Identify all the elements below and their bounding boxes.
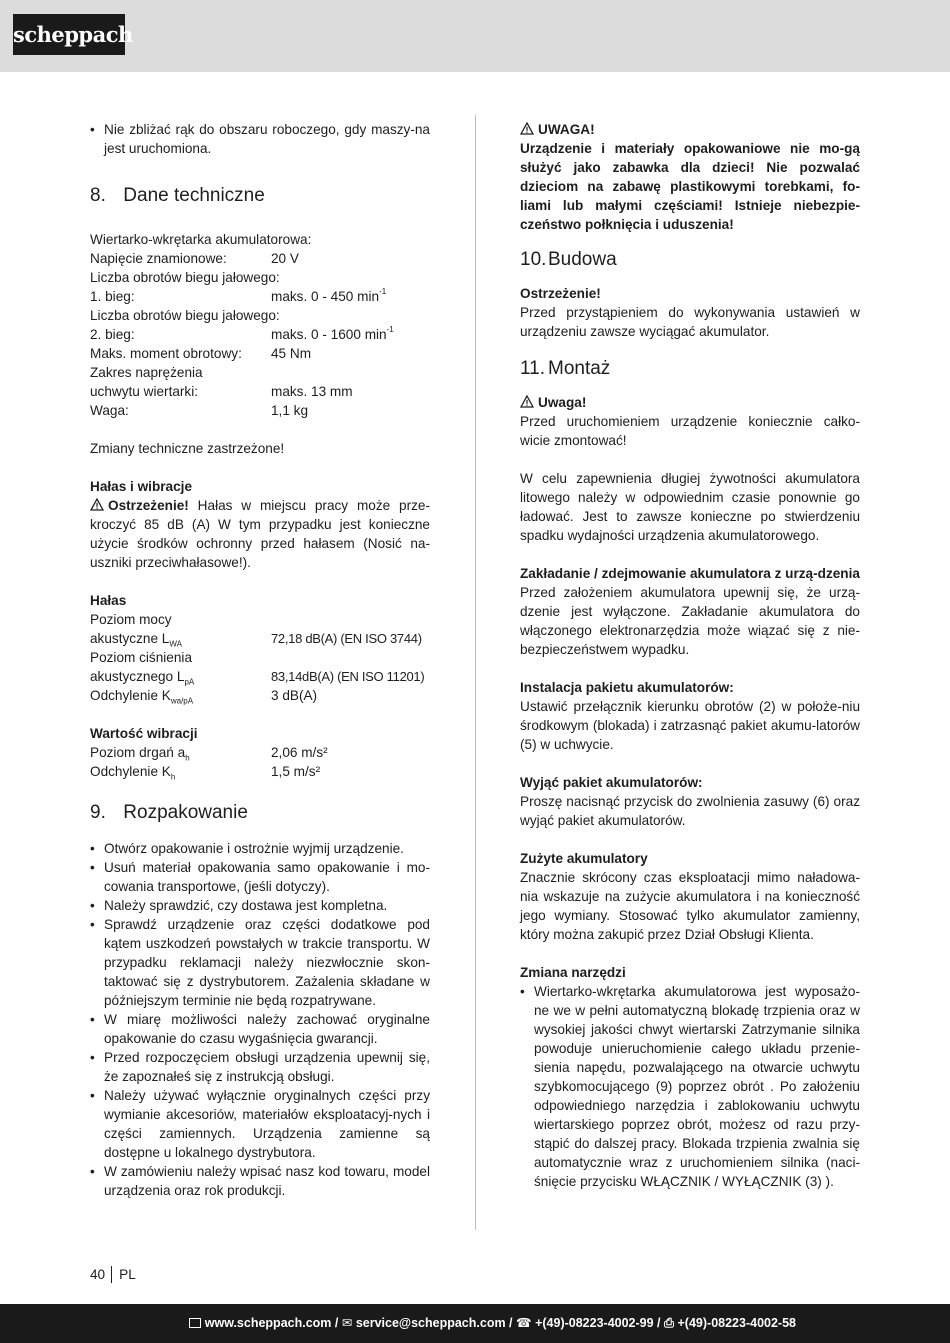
tool-change-heading: Zmiana narzędzi bbox=[520, 965, 626, 980]
column-divider bbox=[475, 115, 476, 1230]
page-number-value: 40 bbox=[90, 1267, 106, 1282]
device-name: Wiertarko-wkrętarka akumulatorowa: bbox=[90, 232, 312, 247]
left-column bbox=[90, 120, 430, 1200]
install-heading: Instalacja pakietu akumulatorów: bbox=[520, 680, 734, 695]
spec-value: 72,18 dB(A) (EN ISO 3744) bbox=[271, 631, 422, 646]
computer-icon bbox=[189, 1318, 201, 1328]
warning-heading: Ostrzeżenie! bbox=[520, 286, 601, 301]
noise-warning: Ostrzeżenie! Hałas w miejscu pracy może prze-kroczyć 85 dB (A) W tym przypadku jest konieczne użycie środków ochronny przed hałasem (Nosić na-uszniki przeciwhałasowe!). bbox=[90, 498, 430, 570]
section-title-text: Dane techniczne bbox=[123, 185, 265, 206]
spec-label: Poziom mocy bbox=[90, 612, 172, 627]
list-item: • Otwórz opakowanie i ostrożnie wyjmij urządzenie. bbox=[90, 839, 430, 858]
spec-label: Zakres naprężenia bbox=[90, 365, 203, 380]
spec-value: maks. 0 - 450 $\min^{-1}$ bbox=[271, 287, 387, 304]
uwaga-heading: UWAGA! bbox=[520, 120, 860, 139]
spec-row bbox=[90, 287, 430, 306]
uwaga-small-heading: Uwaga! bbox=[520, 393, 860, 412]
warning-icon bbox=[520, 395, 534, 408]
list-item: • W miarę możliwości należy zachować oryginalne opakowanie do czasu wygaśnięcia gwarancji. bbox=[90, 1010, 430, 1048]
section-number: 10. bbox=[520, 249, 547, 270]
vibration-heading: Wartość wibracji bbox=[90, 726, 198, 741]
section-11-title bbox=[520, 357, 860, 381]
warning-text: Przed przystąpieniem do wykonywania ustawień w urządzeniu zawsze wyciągać akumulator. bbox=[520, 305, 860, 339]
section-10-title bbox=[520, 248, 860, 272]
spec-label: Poziom drgań $a_h$ bbox=[90, 745, 190, 763]
intro-list bbox=[90, 120, 430, 158]
unpack-list bbox=[90, 839, 430, 1200]
uwaga-text: Urządzenie i materiały opakowaniowe nie mo-gą służyć jako zabawka dla dzieci! Nie pozwalać dzieciom na zabawę plastikowymi torebkami, fo-liami lub małymi częściami! Istnieje niebezpie-czeństwo połknięcia i uduszenia! bbox=[520, 141, 860, 232]
section-title-text: Montaż bbox=[548, 358, 611, 379]
spec-value: 3 dB(A) bbox=[271, 688, 318, 703]
footer-email[interactable]: service@scheppach.com / bbox=[355, 1316, 513, 1330]
spec-label: Odchylenie $K_h$ bbox=[90, 764, 176, 782]
install-text: Ustawić przełącznik kierunku obrotów (2) w położe-niu środkowym (blokada) i zatrzasnąć pakiet akumu-latorów (5) w uchwycie. bbox=[520, 699, 860, 752]
noise-heading: Hałas bbox=[90, 593, 127, 608]
used-batteries-text: Znacznie skrócony czas eksploatacji mimo naładowa-nia wskazuje na zużycie akumulatora i na konieczność jego wymiany. Stosować tylko akumulator zamienny, który można zakupić przez Dział Obsługi Klienta. bbox=[520, 870, 860, 942]
warning-icon bbox=[90, 498, 104, 511]
spec-label: 2. bieg: bbox=[90, 327, 135, 342]
spec-label: Poziom ciśnienia bbox=[90, 650, 192, 665]
spec-label: Liczba obrotów biegu jałowego: bbox=[90, 270, 280, 285]
footer-web[interactable]: www.scheppach.com / bbox=[204, 1316, 339, 1330]
attach-text: Przed założeniem akumulatora upewnij się, że urzą-dzenie jest wyłączone. Zakładanie akumulatora do włączonego elektronarzędzia może wiązać się z nie-bezpieczeństwem wypadku. bbox=[520, 585, 860, 657]
list-item: • Należy sprawdzić, czy dostawa jest kompletna. bbox=[90, 896, 430, 915]
section-number: 11. bbox=[520, 358, 546, 379]
assembly-warning-text: Przed uruchomieniem urządzenie koniecznie całko-wicie zmontować! bbox=[520, 414, 860, 448]
attach-heading: Zakładanie / zdejmowanie akumulatora z urzą-dzenia bbox=[520, 566, 860, 581]
spec-row bbox=[90, 249, 430, 268]
spec-row bbox=[90, 344, 430, 363]
battery-life-text: W celu zapewnienia długiej żywotności akumulatora litowego należy w odpowiednim czasie ponownie go ładować. Jest to zawsze konieczne po stwierdzeniu spadku wydajności urządzenia akumulatorowego. bbox=[520, 471, 860, 543]
section-8-title bbox=[90, 184, 430, 208]
spec-row bbox=[90, 382, 430, 401]
section-number: 8. bbox=[90, 185, 106, 206]
remove-text: Proszę nacisnąć przycisk do zwolnienia zasuwy (6) oraz wyjąć pakiet akumulatorów. bbox=[520, 794, 860, 828]
email-icon: ✉ bbox=[341, 1316, 353, 1330]
spec-label: uchwytu wiertarki: bbox=[90, 384, 199, 399]
spec-label: Waga: bbox=[90, 403, 129, 418]
page-header bbox=[0, 0, 950, 72]
spec-row bbox=[90, 325, 430, 344]
spec-label: Odchylenie $K_{wa/pA}$ bbox=[90, 688, 194, 706]
spec-value: 83,14dB(A) (EN ISO 11201) bbox=[271, 669, 425, 684]
spec-row bbox=[90, 629, 430, 648]
noise-vibration-heading: Hałas i wibracje bbox=[90, 479, 193, 494]
section-title-text: Budowa bbox=[548, 249, 617, 270]
right-column bbox=[520, 120, 860, 1191]
phone-icon: ☎ bbox=[516, 1316, 532, 1330]
spec-label: Maks. moment obrotowy: bbox=[90, 346, 242, 361]
spec-label: akustyczne $L_{WA}$ bbox=[90, 631, 182, 649]
warning-icon bbox=[520, 122, 534, 135]
spec-value: 1,5 m/s² bbox=[271, 764, 321, 779]
section-title-text: Rozpakowanie bbox=[123, 802, 248, 823]
spec-label: Liczba obrotów biegu jałowego: bbox=[90, 308, 280, 323]
spec-row bbox=[90, 686, 430, 705]
spec-row bbox=[90, 667, 430, 686]
list-item: • Usuń materiał opakowania samo opakowanie i mo-cowania transportowe, (jeśli dotyczy). bbox=[90, 858, 430, 896]
spec-value: 1,1 kg bbox=[271, 403, 309, 418]
remove-heading: Wyjąć pakiet akumulatorów: bbox=[520, 775, 703, 790]
page-language: PL bbox=[119, 1267, 136, 1282]
spec-label: akustycznego $L_{pA}$ bbox=[90, 669, 195, 687]
list-item: • Sprawdź urządzenie oraz części dodatkowe pod kątem uszkodzeń powstałych w trakcie transportu. W przypadku reklamacji należy niezwłocznie skon-taktować się z dystrybutorem. Zażalenia składane w późniejszym terminie nie będą rozpatrywane. bbox=[90, 915, 430, 1010]
spec-row bbox=[90, 401, 430, 420]
spec-value: maks. 13 mm bbox=[271, 384, 353, 399]
footer-fax: +(49)-08223-4002-58 bbox=[677, 1316, 796, 1330]
footer-phone: +(49)-08223-4002-99 / bbox=[535, 1316, 661, 1330]
spec-label: 1. bieg: bbox=[90, 289, 135, 304]
list-item: • Należy używać wyłącznie oryginalnych części przy wymianie akcesoriów, materiałów eksploatacyj-nych i części zamiennych. Urządzenia zamienne są dostępne u lokalnego dystrybutora. bbox=[90, 1086, 430, 1162]
list-item: • W zamówieniu należy wpisać nasz kod towaru, model urządzenia oraz rok produkcji. bbox=[90, 1162, 430, 1200]
spec-value: 20 V bbox=[271, 251, 299, 266]
used-batteries-heading: Zużyte akumulatory bbox=[520, 851, 648, 866]
page-number bbox=[90, 1265, 136, 1284]
list-item: • Nie zbliżać rąk do obszaru roboczego, gdy maszy-na jest uruchomiona. bbox=[90, 120, 430, 158]
tool-change-list bbox=[520, 982, 860, 1191]
section-9-title bbox=[90, 801, 430, 825]
tech-changes-note: Zmiany techniczne zastrzeżone! bbox=[90, 441, 285, 456]
scheppach-logo: scheppach bbox=[13, 14, 125, 55]
spec-value: maks. 0 - 1600 $\min^{-1}$ bbox=[271, 325, 394, 342]
section-number: 9. bbox=[90, 802, 106, 823]
spec-row bbox=[90, 762, 430, 781]
list-item: • Przed rozpoczęciem obsługi urządzenia upewnij się, że zapoznałeś się z instrukcją obsługi. bbox=[90, 1048, 430, 1086]
fax-icon: ⎙ bbox=[664, 1316, 675, 1330]
spec-row bbox=[90, 743, 430, 762]
list-item: • Wiertarko-wkrętarka akumulatorowa jest wyposażo-ne we w pełni automatyczną blokadę trzpienia oraz w wysokiej jakości chwyt wiertarski Zatrzymanie silnika powoduje unieruchomienie całego układu przenie-sienia napędu, pozwalającego na otwarcie uchwytu szybkomocującego (9) poprzez obrót . Po założeniu odpowiedniego narzędzia i zablokowaniu uchwytu wiertarskiego poprzez obrót, możesz od razu przy-stąpić do dalszej pracy. Blokada trzpienia zwalnia się automatycznie wraz z uruchomieniem silnika (naci-śnięcie przycisku WŁĄCZNIK / WYŁĄCZNIK (3) ). bbox=[520, 982, 860, 1191]
spec-value: 2,06 m/s² bbox=[271, 745, 328, 760]
page-number-separator bbox=[111, 1266, 112, 1283]
spec-value: 45 Nm bbox=[271, 346, 312, 361]
page-footer bbox=[0, 1304, 950, 1343]
spec-label: Napięcie znamionowe: bbox=[90, 251, 227, 266]
